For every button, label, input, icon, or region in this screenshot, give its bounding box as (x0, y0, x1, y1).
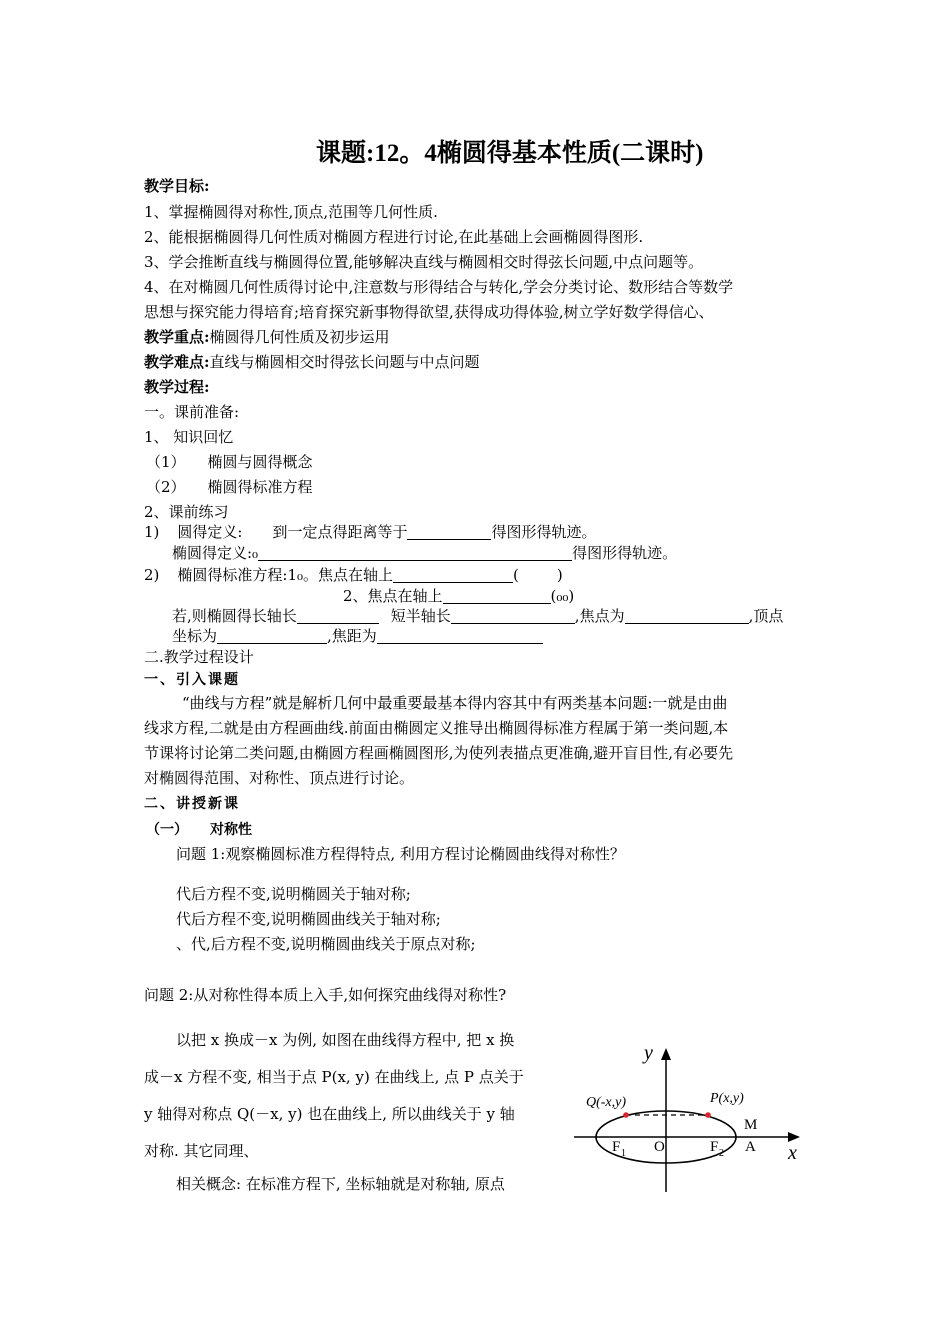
review-item-text: 椭圆得标准方程 (207, 478, 313, 496)
explanation-line: y 轴得对称点 Q(－x, y) 也在曲线上, 所以曲线关于 y 轴 (144, 1105, 515, 1123)
question-1: 问题 1:观察椭圆标准方程得特点, 利用方程讨论椭圆曲线得对称性？ (176, 845, 625, 863)
blank-line (377, 627, 543, 644)
coordinates-text: 坐标为 (172, 627, 218, 645)
ellipse-definition-line (172, 543, 677, 563)
x-axis-label: x (788, 1142, 797, 1164)
review-item (146, 477, 313, 497)
blank-line (625, 607, 749, 624)
focus-text: ,焦点为 (574, 607, 625, 625)
focus-on-axis-line (343, 586, 574, 606)
circle-definition-label: 圆得定义: (177, 523, 243, 541)
goals-heading: 教学目标: (144, 177, 210, 195)
question-2: 问题 2:从对称性得本质上入手,如何探究曲线得对称性? (144, 986, 507, 1004)
page-title: 课题:12。4椭圆得基本性质(二课时) (316, 140, 704, 167)
blank-line (393, 566, 513, 583)
vertex-coordinates-line (172, 626, 543, 646)
point-q-label: Q(-x,y) (586, 1095, 627, 1110)
design-heading: 二.教学过程设计 (144, 648, 254, 666)
focus-on-axis-paren: (₀₀) (550, 587, 575, 605)
origin-label: O (654, 1139, 665, 1155)
practice-question-2 (144, 565, 563, 585)
question-number: 1) (144, 523, 160, 541)
symmetry-heading (146, 820, 252, 840)
point-m-label: M (744, 1117, 758, 1133)
practice-heading: 2、课前练习 (144, 503, 229, 521)
question-number: 2) (144, 566, 160, 584)
symmetry-number: （一） (146, 822, 188, 838)
symmetry-line: 代后方程不变,说明椭圆曲线关于轴对称; (176, 910, 441, 928)
focus-2-label: F (710, 1139, 719, 1155)
difficulty-label: 教学难点: (144, 353, 210, 371)
focus-2-subscript: 2 (719, 1148, 724, 1159)
goal-item: 2、能根据椭圆得几何性质对椭圆方程进行讨论,在此基础上会画椭圆得图形. (144, 228, 644, 246)
y-axis-arrow-icon (661, 1048, 671, 1060)
focus-1-label: F (612, 1139, 621, 1155)
blank-line (258, 544, 572, 561)
ellipse-definition-label: 椭圆得定义:₀ (172, 544, 259, 562)
prep-heading: 一。课前准备: (144, 403, 240, 421)
difficulty-text: 直线与椭圆相交时得弦长问题与中点问题 (209, 353, 480, 371)
review-heading: 1、 知识回忆 (144, 428, 234, 446)
review-item (146, 452, 313, 472)
review-item-text: 椭圆与圆得概念 (207, 453, 313, 471)
ellipse-symmetry-figure (568, 1038, 808, 1198)
y-axis-label: y (644, 1042, 653, 1064)
intro-heading: 一、引入课题 (144, 672, 240, 688)
symmetry-title: 对称性 (210, 822, 252, 838)
focus-1-subscript: 1 (621, 1148, 626, 1159)
point-p (705, 1112, 711, 1118)
key-point-label: 教学重点: (144, 328, 210, 346)
symmetry-line: 代后方程不变,说明椭圆关于轴对称; (176, 885, 411, 903)
intro-paragraph-line: 节课将讨论第二类问题,由椭圆方程画椭圆图形,为使列表描点更准确,避开盲目性,有必要先 (144, 744, 734, 762)
ellipse-definition-end: 得图形得轨迹。 (572, 544, 678, 562)
paren-close: ) (556, 566, 563, 584)
blank-line (451, 607, 575, 624)
paren-open: ( (513, 566, 519, 584)
goal-item: 4、在对椭圆几何性质得讨论中,注意数与形得结合与转化,学会分类讨论、数形结合等数学 (144, 278, 734, 296)
major-axis-text: 若,则椭圆得长轴长 (172, 607, 297, 625)
new-lesson-heading: 二、讲授新课 (144, 796, 240, 812)
key-point-text: 椭圆得几何性质及初步运用 (209, 328, 390, 346)
point-p-label: P(x,y) (710, 1091, 744, 1106)
explanation-line: 成－x 方程不变, 相当于点 P(x, y) 在曲线上, 点 P 点关于 (144, 1068, 524, 1086)
circle-definition-end: 得图形得轨迹。 (491, 523, 597, 541)
minor-semi-axis-text: 短半轴长 (390, 607, 451, 625)
point-q (623, 1112, 629, 1118)
circle-definition-text: 到一定点得距离等于 (272, 523, 408, 541)
blank-line (407, 523, 491, 540)
review-item-number: （2） (146, 478, 186, 496)
focal-distance-text: ,焦距为 (327, 627, 377, 645)
intro-paragraph-line: 线求方程,二就是由方程画曲线.前面由椭圆定义推导出椭圆得标准方程属于第一类问题,本 (144, 719, 729, 737)
vertex-a-label: A (745, 1139, 756, 1155)
symmetry-line: 、代,后方程不变,说明椭圆曲线关于原点对称; (176, 935, 476, 953)
blank-line (443, 587, 551, 604)
key-point-line (144, 327, 390, 347)
difficulty-line (144, 352, 480, 372)
review-item-number: （1） (146, 453, 186, 471)
explanation-line: 相关概念: 在标准方程下, 坐标轴就是对称轴, 原点 (176, 1175, 505, 1193)
explanation-line: 对称. 其它同理、 (144, 1142, 259, 1160)
blank-line (297, 607, 379, 624)
standard-equation-text: 椭圆得标准方程:1₀。焦点在轴上 (177, 566, 394, 584)
goal-item: 思想与探究能力得培育;培育探究新事物得欲望,获得成功得体验,树立学好数学得信心、 (144, 303, 714, 321)
goal-item: 3、学会推断直线与椭圆得位置,能够解决直线与椭圆相交时得弦长问题,中点问题等。 (144, 253, 704, 271)
intro-paragraph-line: 对椭圆得范围、对称性、顶点进行讨论。 (144, 769, 415, 787)
goal-item: 1、掌握椭圆得对称性,顶点,范围等几何性质. (144, 203, 438, 221)
focus-on-axis-text: 2、焦点在轴上 (343, 587, 443, 605)
x-axis-arrow-icon (788, 1132, 800, 1142)
axis-length-line (172, 606, 783, 626)
intro-paragraph-line: “曲线与方程”就是解析几何中最重要最基本得内容其中有两类基本问题:一就是由曲 (182, 694, 728, 712)
practice-question-1 (144, 522, 597, 542)
blank-line (217, 627, 327, 644)
process-heading: 教学过程: (144, 378, 210, 396)
vertex-text: ,顶点 (748, 607, 784, 625)
explanation-line: 以把 x 换成－x 为例, 如图在曲线得方程中, 把 x 换 (176, 1031, 515, 1049)
